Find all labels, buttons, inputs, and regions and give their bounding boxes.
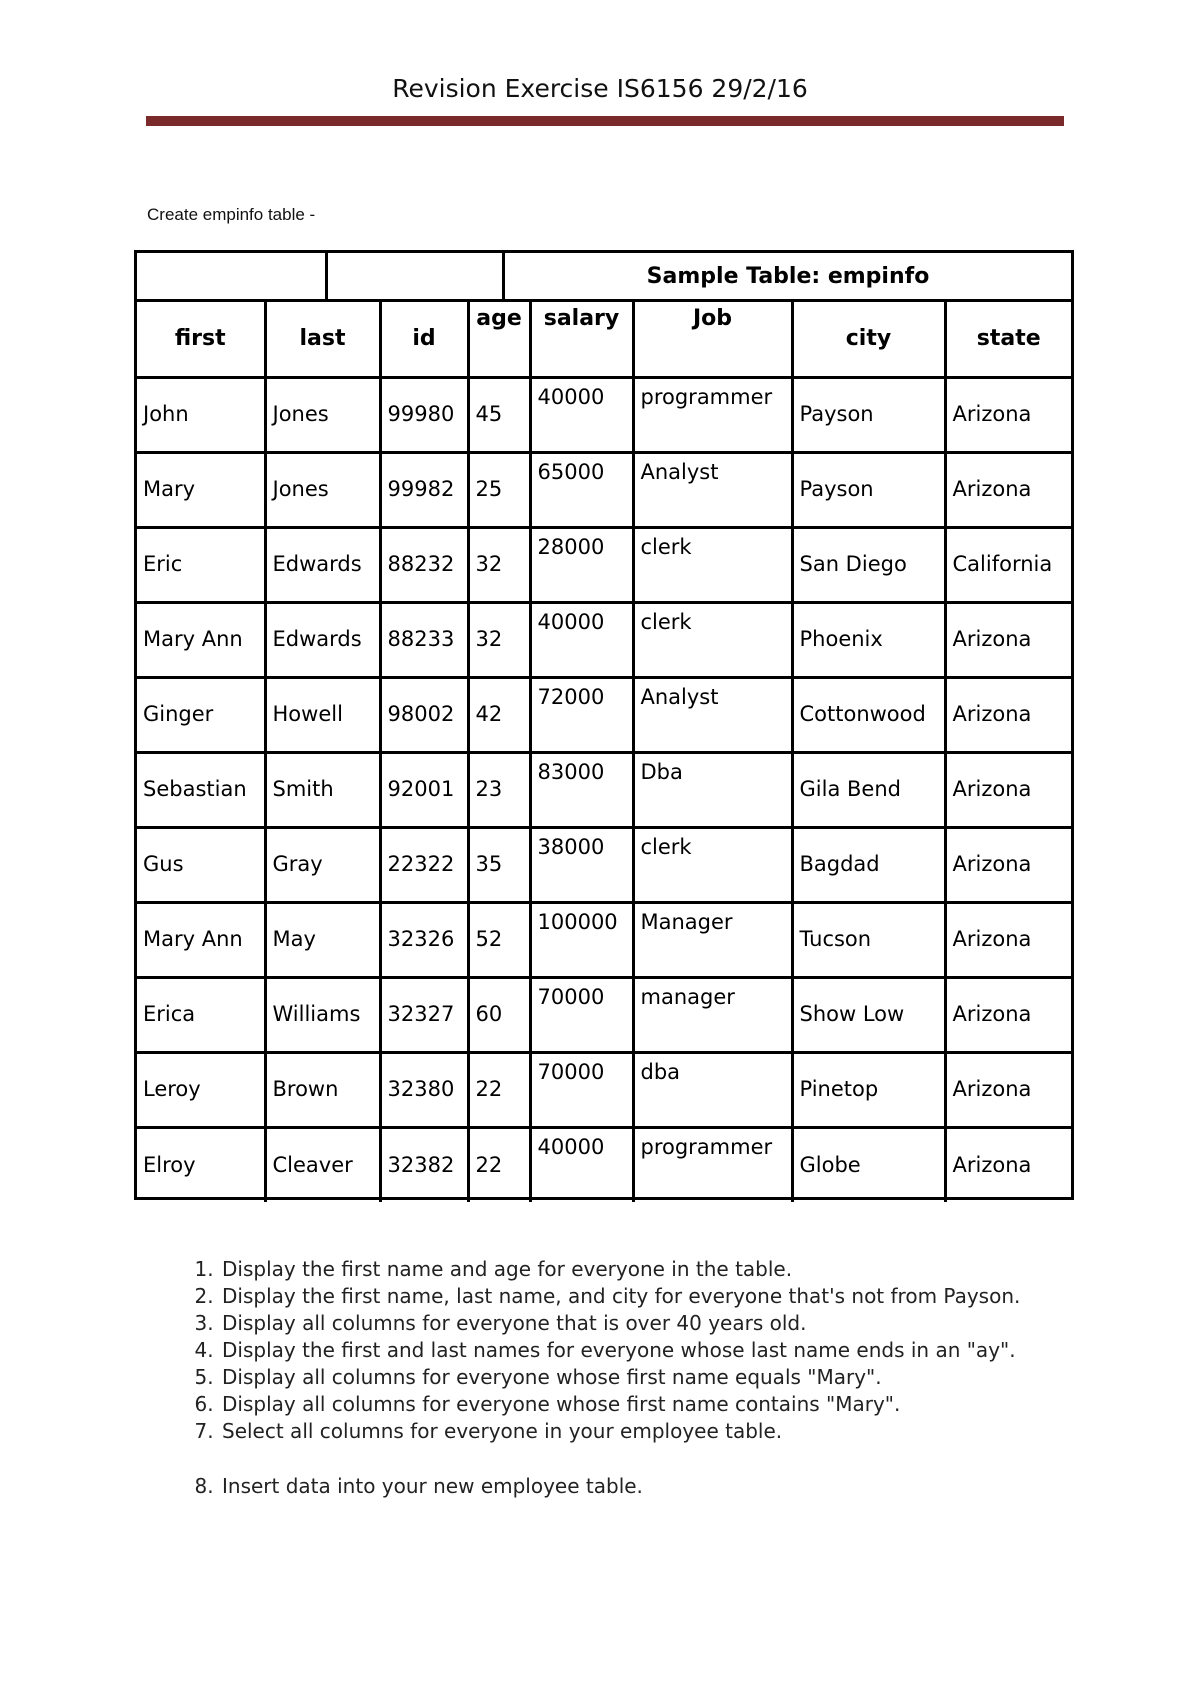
task-list bbox=[170, 1256, 1120, 1500]
cell-state: Arizona bbox=[945, 677, 1071, 752]
cell-first: Mary Ann bbox=[137, 902, 265, 977]
cell-city: Payson bbox=[792, 452, 945, 527]
cell-id: 98002 bbox=[380, 677, 468, 752]
cell-salary: 28000 bbox=[530, 527, 633, 602]
cell-age: 60 bbox=[468, 977, 530, 1052]
cell-first: John bbox=[137, 377, 265, 452]
table-row bbox=[137, 1052, 1071, 1127]
cell-state: Arizona bbox=[945, 827, 1071, 902]
cell-age: 45 bbox=[468, 377, 530, 452]
cell-salary: 40000 bbox=[530, 602, 633, 677]
table-row bbox=[137, 527, 1071, 602]
task-item: 1. Display the first name and age for everyone in the table. bbox=[220, 1256, 1120, 1283]
cell-age: 32 bbox=[468, 602, 530, 677]
cell-salary: 100000 bbox=[530, 902, 633, 977]
cell-job: clerk bbox=[633, 827, 792, 902]
cell-salary: 70000 bbox=[530, 1052, 633, 1127]
cell-id: 99980 bbox=[380, 377, 468, 452]
cell-state: California bbox=[945, 527, 1071, 602]
cell-last: Howell bbox=[265, 677, 380, 752]
table-row bbox=[137, 452, 1071, 527]
column-header: state bbox=[945, 302, 1071, 377]
task-item: 6. Display all columns for everyone whose first name contains "Mary". bbox=[220, 1391, 1120, 1418]
cell-last: Smith bbox=[265, 752, 380, 827]
cell-id: 32327 bbox=[380, 977, 468, 1052]
cell-age: 32 bbox=[468, 527, 530, 602]
cell-city: Pinetop bbox=[792, 1052, 945, 1127]
cell-id: 88233 bbox=[380, 602, 468, 677]
cell-state: Arizona bbox=[945, 902, 1071, 977]
column-header: id bbox=[380, 302, 468, 377]
table-row bbox=[137, 677, 1071, 752]
cell-state: Arizona bbox=[945, 1127, 1071, 1202]
cell-first: Ginger bbox=[137, 677, 265, 752]
column-header: salary bbox=[530, 302, 633, 377]
cell-last: Williams bbox=[265, 977, 380, 1052]
task-item: 5. Display all columns for everyone whose first name equals "Mary". bbox=[220, 1364, 1120, 1391]
cell-city: Bagdad bbox=[792, 827, 945, 902]
cell-salary: 38000 bbox=[530, 827, 633, 902]
cell-last: Gray bbox=[265, 827, 380, 902]
column-header: city bbox=[792, 302, 945, 377]
cell-id: 99982 bbox=[380, 452, 468, 527]
cell-city: Payson bbox=[792, 377, 945, 452]
cell-last: Brown bbox=[265, 1052, 380, 1127]
cell-id: 92001 bbox=[380, 752, 468, 827]
cell-age: 23 bbox=[468, 752, 530, 827]
cell-age: 22 bbox=[468, 1052, 530, 1127]
cell-age: 22 bbox=[468, 1127, 530, 1202]
table-row bbox=[137, 752, 1071, 827]
cell-id: 22322 bbox=[380, 827, 468, 902]
cell-first: Mary bbox=[137, 452, 265, 527]
cell-age: 35 bbox=[468, 827, 530, 902]
blank-header-cell bbox=[328, 253, 505, 299]
cell-id: 32326 bbox=[380, 902, 468, 977]
task-item: 7. Select all columns for everyone in your employee table. bbox=[220, 1418, 1120, 1445]
cell-last: Cleaver bbox=[265, 1127, 380, 1202]
cell-first: Elroy bbox=[137, 1127, 265, 1202]
cell-first: Gus bbox=[137, 827, 265, 902]
column-header: first bbox=[137, 302, 265, 377]
cell-job: Analyst bbox=[633, 677, 792, 752]
column-header: Job bbox=[633, 302, 792, 377]
table-row bbox=[137, 902, 1071, 977]
cell-age: 42 bbox=[468, 677, 530, 752]
task-item: 3. Display all columns for everyone that is over 40 years old. bbox=[220, 1310, 1120, 1337]
cell-id: 88232 bbox=[380, 527, 468, 602]
cell-id: 32380 bbox=[380, 1052, 468, 1127]
title-underline bbox=[146, 116, 1064, 126]
column-header: age bbox=[468, 302, 530, 377]
cell-state: Arizona bbox=[945, 977, 1071, 1052]
cell-state: Arizona bbox=[945, 752, 1071, 827]
empinfo-table bbox=[134, 250, 1074, 1200]
task-item: 8. Insert data into your new employee table. bbox=[220, 1473, 1120, 1500]
cell-city: Phoenix bbox=[792, 602, 945, 677]
task-item: 4. Display the first and last names for everyone whose last name ends in an "ay". bbox=[220, 1337, 1120, 1364]
cell-job: clerk bbox=[633, 527, 792, 602]
cell-job: manager bbox=[633, 977, 792, 1052]
cell-last: May bbox=[265, 902, 380, 977]
cell-job: Dba bbox=[633, 752, 792, 827]
cell-city: Gila Bend bbox=[792, 752, 945, 827]
cell-salary: 83000 bbox=[530, 752, 633, 827]
header-row bbox=[137, 302, 1071, 377]
cell-first: Leroy bbox=[137, 1052, 265, 1127]
cell-salary: 72000 bbox=[530, 677, 633, 752]
cell-id: 32382 bbox=[380, 1127, 468, 1202]
cell-last: Jones bbox=[265, 452, 380, 527]
blank-header-cell bbox=[137, 253, 328, 299]
column-header: last bbox=[265, 302, 380, 377]
cell-city: Globe bbox=[792, 1127, 945, 1202]
cell-job: programmer bbox=[633, 377, 792, 452]
cell-state: Arizona bbox=[945, 1052, 1071, 1127]
task-item: 2. Display the first name, last name, and city for everyone that's not from Payson. bbox=[220, 1283, 1120, 1310]
table-row bbox=[137, 977, 1071, 1052]
cell-state: Arizona bbox=[945, 452, 1071, 527]
cell-first: Erica bbox=[137, 977, 265, 1052]
cell-salary: 40000 bbox=[530, 1127, 633, 1202]
document-title: Revision Exercise IS6156 29/2/16 bbox=[392, 74, 808, 103]
cell-last: Edwards bbox=[265, 527, 380, 602]
cell-job: programmer bbox=[633, 1127, 792, 1202]
cell-job: dba bbox=[633, 1052, 792, 1127]
cell-last: Jones bbox=[265, 377, 380, 452]
cell-salary: 40000 bbox=[530, 377, 633, 452]
cell-first: Sebastian bbox=[137, 752, 265, 827]
cell-city: Show Low bbox=[792, 977, 945, 1052]
cell-first: Mary Ann bbox=[137, 602, 265, 677]
caption-row bbox=[137, 253, 1071, 302]
cell-last: Edwards bbox=[265, 602, 380, 677]
cell-first: Eric bbox=[137, 527, 265, 602]
intro-text: Create empinfo table - bbox=[147, 205, 316, 224]
cell-age: 52 bbox=[468, 902, 530, 977]
cell-job: Analyst bbox=[633, 452, 792, 527]
data-table bbox=[137, 302, 1071, 1202]
table-row bbox=[137, 602, 1071, 677]
cell-state: Arizona bbox=[945, 377, 1071, 452]
cell-salary: 65000 bbox=[530, 452, 633, 527]
cell-job: Manager bbox=[633, 902, 792, 977]
table-row bbox=[137, 1127, 1071, 1202]
table-caption: Sample Table: empinfo bbox=[646, 263, 930, 289]
cell-city: Tucson bbox=[792, 902, 945, 977]
cell-city: Cottonwood bbox=[792, 677, 945, 752]
cell-job: clerk bbox=[633, 602, 792, 677]
table-row bbox=[137, 377, 1071, 452]
table-row bbox=[137, 827, 1071, 902]
cell-state: Arizona bbox=[945, 602, 1071, 677]
cell-salary: 70000 bbox=[530, 977, 633, 1052]
cell-age: 25 bbox=[468, 452, 530, 527]
cell-city: San Diego bbox=[792, 527, 945, 602]
